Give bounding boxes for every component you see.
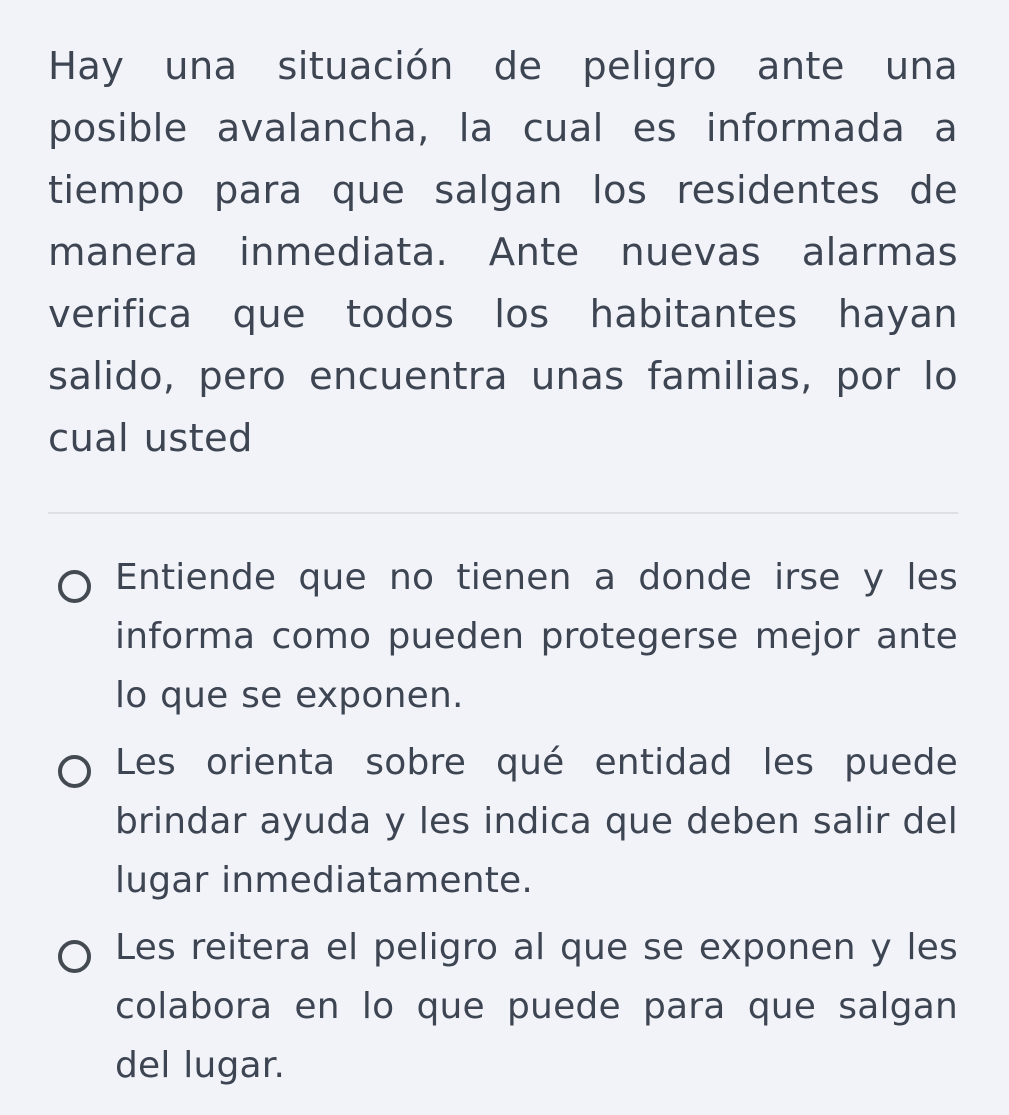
answer-options (58, 548, 958, 1103)
divider (48, 512, 958, 514)
radio-button-icon[interactable] (58, 570, 91, 603)
answer-option-label: Les reitera el peligro al que se exponen y les colabora en lo que puede para que salgan del lugar. (115, 927, 958, 1086)
radio-button-icon[interactable] (58, 755, 91, 788)
answer-option-1[interactable] (58, 548, 958, 725)
radio-button-icon[interactable] (58, 940, 91, 973)
answer-option-label: Entiende que no tienen a donde irse y les informa como pueden protegerse mejor ante lo que se exponen. (115, 557, 958, 716)
answer-option-3[interactable] (58, 918, 958, 1095)
answer-option-2[interactable] (58, 733, 958, 910)
answer-option-label: Les orienta sobre qué entidad les puede brindar ayuda y les indica que deben salir del lugar inmediatamente. (115, 742, 958, 901)
question-text: Hay una situación de peligro ante una posible avalancha, la cual es informada a tiempo para que salgan los residentes de manera inmediata. Ante nuevas alarmas verifica que todos los habitantes hayan salido, pero encuentra unas familias, por lo cual usted (48, 44, 958, 461)
